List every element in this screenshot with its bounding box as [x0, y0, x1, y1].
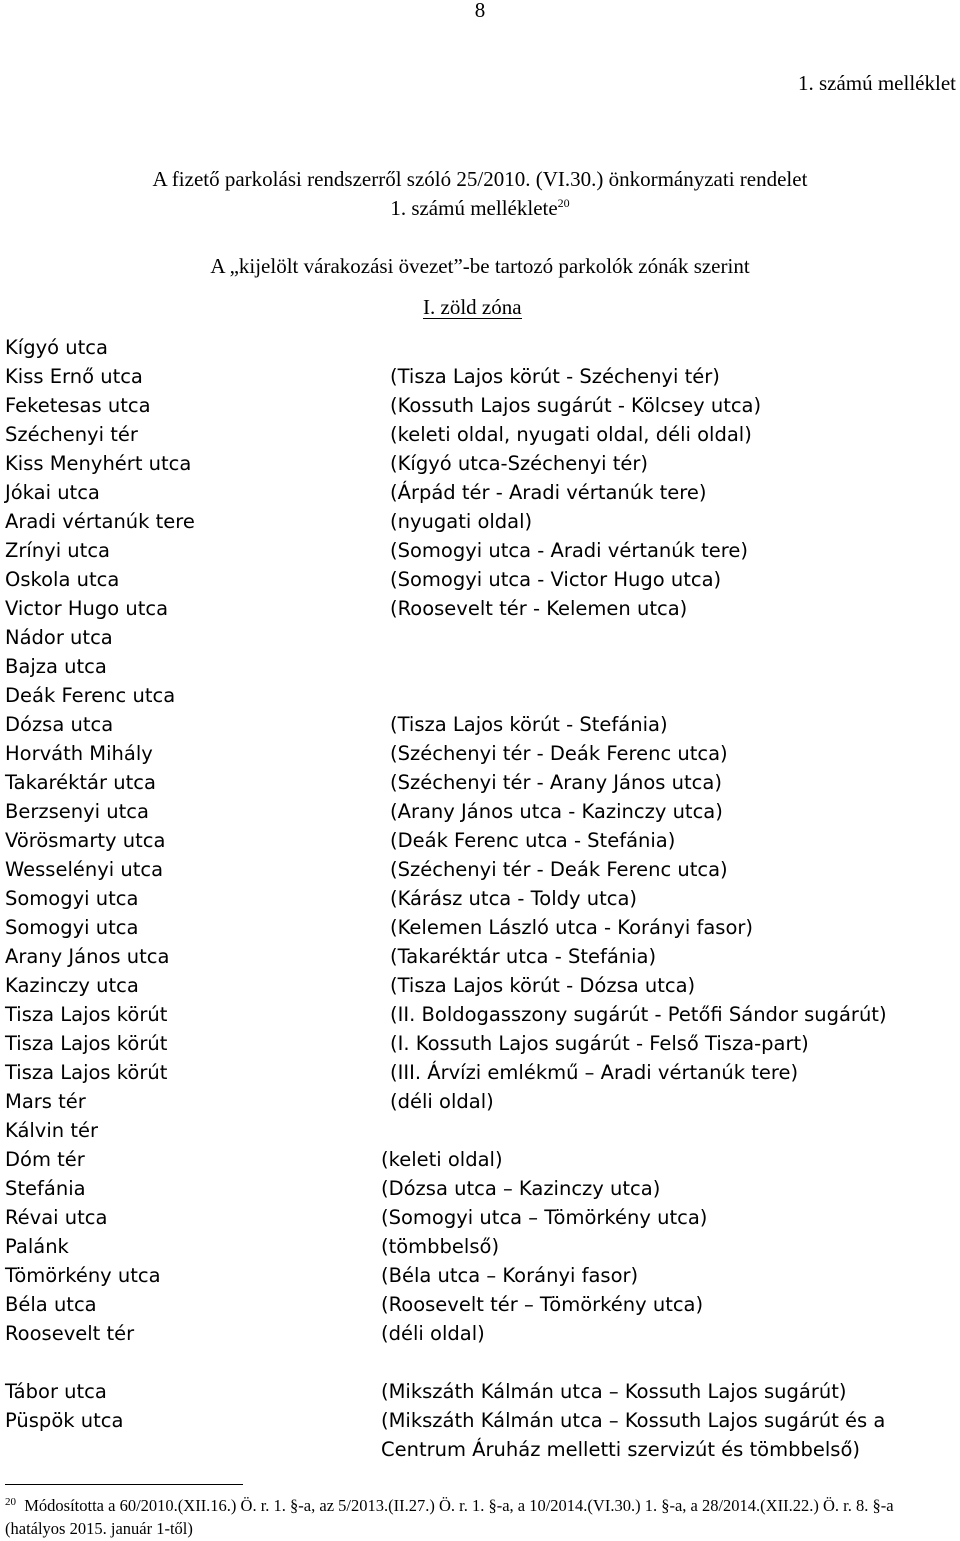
section-description: (Árpád tér - Aradi vértanúk tere)	[390, 481, 707, 504]
page-number: 8	[474, 0, 486, 22]
section-description: (Roosevelt tér – Tömörkény utca)	[381, 1293, 704, 1316]
section-description: (Tisza Lajos körút - Stefánia)	[390, 713, 668, 736]
section-description: (Somogyi utca - Victor Hugo utca)	[390, 568, 722, 591]
section-description: (Mikszáth Kálmán utca – Kossuth Lajos sugárút és a	[381, 1409, 886, 1432]
street-name: Horváth Mihály	[5, 742, 153, 765]
section-description: (déli oldal)	[381, 1322, 485, 1345]
street-name: Berzsenyi utca	[5, 800, 149, 823]
section-description-list-lower	[381, 1145, 885, 1464]
street-name: Kígyó utca	[5, 336, 108, 359]
section-description: (Tisza Lajos körút - Széchenyi tér)	[390, 365, 720, 388]
section-description	[390, 652, 887, 681]
street-name: Kiss Ernő utca	[5, 365, 143, 388]
section-description: (keleti oldal)	[381, 1148, 503, 1171]
section-description	[390, 623, 887, 652]
document-subtitle: A „kijelölt várakozási övezet”-be tartozó parkolók zónák szerint	[210, 254, 750, 278]
street-name: Somogyi utca	[5, 916, 139, 939]
street-name: Tömörkény utca	[5, 1264, 161, 1287]
street-name: Somogyi utca	[5, 887, 139, 910]
section-description: (Arany János utca - Kazinczy utca)	[390, 800, 723, 823]
zone-heading	[423, 295, 522, 320]
street-name: Nádor utca	[5, 626, 113, 649]
footnote-number: 20	[5, 1496, 16, 1508]
street-name: Széchenyi tér	[5, 423, 138, 446]
street-name: Palánk	[5, 1235, 69, 1258]
street-name	[5, 1348, 195, 1377]
document-title-line-1: A fizető parkolási rendszerről szóló 25/2010. (VI.30.) önkormányzati rendelet	[152, 167, 808, 191]
street-name: Révai utca	[5, 1206, 108, 1229]
section-description: (Somogyi utca - Aradi vértanúk tere)	[390, 539, 748, 562]
section-description: (Roosevelt tér - Kelemen utca)	[390, 597, 688, 620]
street-name: Vörösmarty utca	[5, 829, 166, 852]
title-line-2-text: 1. számú melléklete	[390, 196, 558, 220]
annex-label: 1. számú melléklet	[797, 71, 956, 95]
section-description: Centrum Áruház melletti szervizút és tömbbelső)	[381, 1438, 860, 1461]
street-list	[5, 333, 195, 1435]
street-name: Zrínyi utca	[5, 539, 110, 562]
section-description: (keleti oldal, nyugati oldal, déli oldal)	[390, 423, 752, 446]
street-name: Arany János utca	[5, 945, 170, 968]
section-description: (Béla utca – Korányi fasor)	[381, 1264, 639, 1287]
section-description: (déli oldal)	[390, 1090, 494, 1113]
zone-heading-text: I. zöld zóna	[423, 295, 522, 319]
document-title-line-2	[0, 196, 960, 221]
street-name: Kazinczy utca	[5, 974, 139, 997]
street-name: Takaréktár utca	[5, 771, 156, 794]
street-name: Stefánia	[5, 1177, 86, 1200]
section-description: (tömbbelső)	[381, 1235, 500, 1258]
section-description	[390, 681, 887, 710]
section-description: (Széchenyi tér - Deák Ferenc utca)	[390, 742, 728, 765]
street-name: Kiss Menyhért utca	[5, 452, 192, 475]
section-description: (Dózsa utca – Kazinczy utca)	[381, 1177, 661, 1200]
street-name: Mars tér	[5, 1090, 86, 1113]
street-name: Feketesas utca	[5, 394, 151, 417]
section-description: (I. Kossuth Lajos sugárút - Felső Tisza-part)	[390, 1032, 809, 1055]
street-name: Tisza Lajos körút	[5, 1061, 168, 1084]
section-description: (Kossuth Lajos sugárút - Kölcsey utca)	[390, 394, 762, 417]
section-description	[381, 1348, 885, 1377]
street-name: Tisza Lajos körút	[5, 1003, 168, 1026]
street-name: Püspök utca	[5, 1409, 124, 1432]
street-name: Bajza utca	[5, 655, 107, 678]
section-description: (Deák Ferenc utca - Stefánia)	[390, 829, 676, 852]
zone-heading-underline	[423, 318, 522, 319]
section-description-list	[390, 362, 887, 1116]
section-description: (Kígyó utca-Széchenyi tér)	[390, 452, 649, 475]
street-name: Tisza Lajos körút	[5, 1032, 168, 1055]
street-name: Oskola utca	[5, 568, 120, 591]
street-name: Roosevelt tér	[5, 1322, 135, 1345]
street-name: Jókai utca	[5, 481, 100, 504]
section-description: (nyugati oldal)	[390, 510, 533, 533]
street-name: Dózsa utca	[5, 713, 114, 736]
section-description: (Kelemen László utca - Korányi fasor)	[390, 916, 754, 939]
street-name: Wesselényi utca	[5, 858, 164, 881]
street-name: Aradi vértanúk tere	[5, 510, 195, 533]
section-description: (III. Árvízi emlékmű – Aradi vértanúk tere)	[390, 1061, 799, 1084]
section-description: (Takaréktár utca - Stefánia)	[390, 945, 657, 968]
section-description: (Mikszáth Kálmán utca – Kossuth Lajos sugárút)	[381, 1380, 847, 1403]
footnote-reference: 20	[557, 196, 570, 210]
footnote	[5, 1491, 925, 1540]
section-description: (Széchenyi tér - Deák Ferenc utca)	[390, 858, 728, 881]
street-name: Deák Ferenc utca	[5, 684, 176, 707]
section-description: (Széchenyi tér - Arany János utca)	[390, 771, 722, 794]
street-name: Dóm tér	[5, 1148, 85, 1171]
street-name: Tábor utca	[5, 1380, 107, 1403]
street-name: Kálvin tér	[5, 1119, 98, 1142]
section-description: (Somogyi utca – Tömörkény utca)	[381, 1206, 708, 1229]
street-name: Victor Hugo utca	[5, 597, 169, 620]
street-name: Béla utca	[5, 1293, 97, 1316]
section-description: (Tisza Lajos körút - Dózsa utca)	[390, 974, 696, 997]
section-description: (II. Boldogasszony sugárút - Petőfi Sándor sugárút)	[390, 1003, 887, 1026]
section-description: (Kárász utca - Toldy utca)	[390, 887, 638, 910]
footnote-separator	[5, 1484, 243, 1485]
footnote-text: Módosította a 60/2010.(XII.16.) Ö. r. 1. §-a, az 5/2013.(II.27.) Ö. r. 1. §-a, a 10/2014.(VI.30.) 1. §-a, a 28/2014.(XII.22.) Ö. r. 8. §-a (hatályos 2015. január 1-től)	[5, 1496, 894, 1538]
